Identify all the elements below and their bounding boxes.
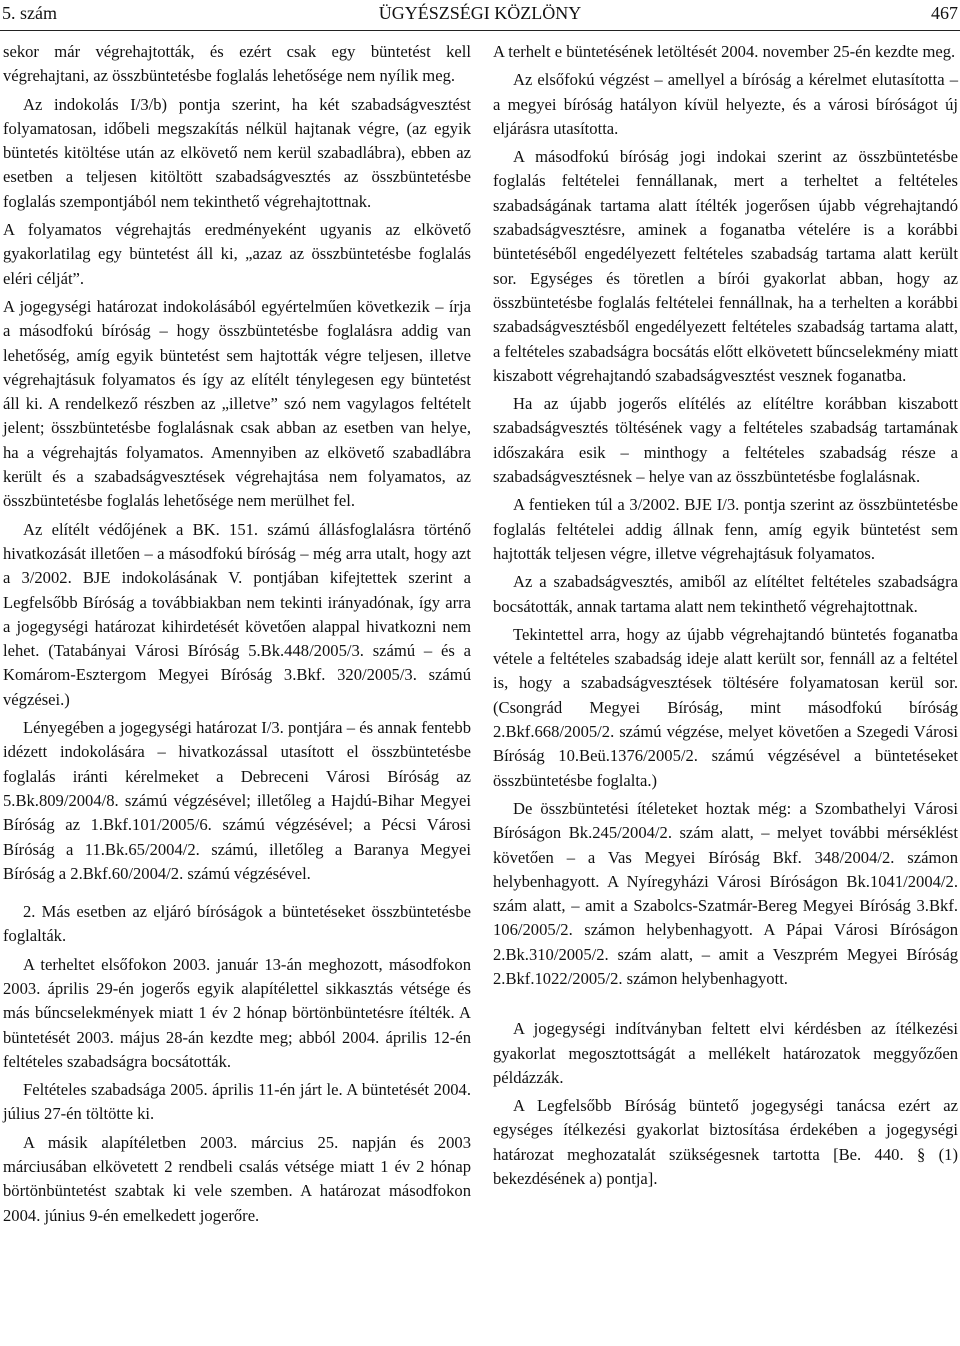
paragraph: A másik alapítéletben 2003. március 25. napján és 2003 márciusában elkövetett 2 rendbeli csalás vétsége miatt 1 év 2 hónap börtönbüntetést szabtak ki vele szemben. A határozat másodfokon 2004. június 9-én emelkedett jogerőre. <box>3 1132 471 1225</box>
paragraph: A terheltet elsőfokon 2003. január 13-án meghozott, másodfokon 2003. április 29-én jogerős egyik alapítélettel sikkasztás vétsége és más bűncselekmények miatt 1 év 2 hónap börtönbüntetésre ítélték. A büntetését 2003. május 28-án kezdte meg; abból 2004. április 12-én feltételes szabadságra bocsátották. <box>3 954 471 1071</box>
journal-title: ÜGYÉSZSÉGI KÖZLÖNY <box>378 3 582 23</box>
paragraph: A fentieken túl a 3/2002. BJE I/3. pontja szerint az összbüntetésbe foglalás feltételei addig állnak fenn, amíg egyik büntetést sem hajtották teljesen végre, illetve végrehajtásuk folyamatos. <box>493 495 958 563</box>
paragraph: A másodfokú bíróság jogi indokai szerint az összbüntetésbe foglalás feltételei fennállanak, mert a terheltet a feltételes szabadságának tartama alatt ítélték jogerősen újabb végrehajtandó szabadságvesztésre, aminek a foganatba vételére is a korábbi büntetéséből engedélyezett feltételes szabadság tartama alatt került sor. Egységes és töretlen a bírói gyakorlat abban, hogy az összbüntetésbe foglalás feltételei fennállnak, ha a terhelten a korábbi szabadságvesztésből engedélyezett feltételes szabadság tartama alatt, a feltételes szabadságra bocsátás előtt elkövetett bűncselekmény miatt kiszabott végrehajtandó szabadságvesztést vesznek foganatba. <box>493 147 958 385</box>
paragraph: 2. Más esetben az eljáró bíróságok a büntetéseket összbüntetésbe foglalták. <box>3 902 471 946</box>
paragraph: A Legfelsőbb Bíróság büntető jogegységi tanácsa ezért az egységes ítélkezési gyakorlat biztosítása érdekében a jogegységi határozat meghozatalát szükségesnek tartotta [Be. 440. § (1) bekezdésének a) pontja]. <box>493 1096 958 1189</box>
paragraph: Ha az újabb jogerős elítélés az elítéltre korábban kiszabott szabadságvesztés töltésének vagy a feltételes szabadság tartamának időszakára esik – minthogy a feltételes szabadság része a szabadságvesztésnek – helye van az összbüntetésbe foglalásnak. <box>493 394 958 487</box>
paragraph: A jogegységi indítványban feltett elvi kérdésben az ítélkezési gyakorlat megosztottságát a mellékelt határozatok meggyőzően példázzák. <box>493 1019 958 1087</box>
paragraph: sekor már végrehajtották, és ezért csak egy büntetést kell végrehajtani, az összbüntetésbe foglalás lehetősége nem nyílik meg. <box>3 42 471 86</box>
paragraph: Az elsőfokú végzést – amellyel a bíróság a kérelmet elutasította – a megyei bíróság hatályon kívül helyezte, és a városi bíróságot új eljárásra utasította. <box>493 70 958 138</box>
page-header <box>0 0 960 26</box>
right-column <box>493 40 958 1195</box>
paragraph: Tekintettel arra, hogy az újabb végrehajtandó büntetés foganatba vétele a feltételes szabadság ideje alatt került sor, fennáll az a feltétel is, hogy a szabadságvesztések töltésére folyamatosan kerül sor. (Csongrád Megyei Bíróság, mint másodfokú bíróság 2.Bkf.668/2005/2. számú végzése, melyet követően a Szegedi Városi Bíróság 10.Beü.1376/2005/2. számú végzésével a büntetéseket összbüntetésbe foglalta.) <box>493 624 958 790</box>
page-number: 467 <box>931 3 958 23</box>
paragraph: Feltételes szabadsága 2005. április 11-én járt le. A büntetését 2004. július 27-én töltötte ki. <box>3 1080 471 1124</box>
paragraph: A folyamatos végrehajtás eredményeként ugyanis az elkövető gyakorlatilag egy büntetést áll ki, „azaz az összbüntetésbe foglalás eléri célját”. <box>3 220 471 288</box>
paragraph: Az elítélt védőjének a BK. 151. számú állásfoglalásra történő hivatkozását illetően – a másodfokú bíróság – még arra utalt, hogy azt a 3/2002. BJE indokolásának V. pontjában kifejtettek szerint a Legfelsőbb Bíróság a továbbiakban nem tekinti irányadónak, így arra a jogegységi határozat kihirdetését követően alappal hivatkozni nem lehet. (Tatabányai Városi Bíróság 5.Bk.448/2005/3. számú – és a Komárom-Esztergom Megyei Bíróság 3.Bkf. 320/2005/3. számú végzései.) <box>3 519 471 709</box>
left-column <box>3 40 471 1232</box>
paragraph: A jogegységi határozat indokolásából egyértelműen következik – írja a másodfokú bíróság – hogy összbüntetésbe foglalásra addig van lehetőség, amíg egyik büntetést sem hajtották végre teljesen, illetve végrehajtásuk folyamatos és így az elítélt ténylegesen egy büntetést áll ki. A rendelkező részben az „illetve” szó nem vagylagos feltételt jelent; összbüntetésbe foglalásnak csak abban az esetben van helye, ha a végrehajtás folyamatos. Amennyiben az elkövető szabadlábra került és a szabadságvesztések végrehajtása nem folyamatos, az összbüntetésbe foglalás lehetősége nem merülhet fel. <box>3 296 471 511</box>
paragraph: Az a szabadságvesztés, amiből az elítéltet feltételes szabadságra bocsátották, annak tartama alatt nem tekinthető végrehajtottnak. <box>493 572 958 616</box>
paragraph: De összbüntetési ítéleteket hoztak még: a Szombathelyi Városi Bíróságon Bk.245/2004/2. szám alatt, – melyet további mérséklést követően – a Vas Megyei Bíróság Bkf. 348/2004/2. számon helybenhagyott. A Nyíregyházi Városi Bíróságon Bk.1041/2004/2. szám alatt, – amit a Szabolcs-Szatmár-Bereg Megyei Bíróság 3.Bkf. 106/2005/2. számon helybenhagyott. A Pápai Városi Bíróságon 2.Bk.310/2005/2. szám alatt, – amit a Veszprém Megyei Bíróság 2.Bkf.1022/2005/2. számon helybenhagyott. <box>493 798 958 988</box>
paragraph: A terhelt e büntetésének letöltését 2004. november 25-én kezdte meg. <box>493 42 956 61</box>
header-divider <box>0 30 960 31</box>
issue-number: 5. szám <box>2 3 57 23</box>
paragraph: Lényegében a jogegységi határozat I/3. pontjára – és annak fentebb idézett indokolására – hivatkozással utasított el összbüntetésbe foglalás iránti kérelmeket a Debreceni Városi Bíróság az 5.Bk.809/2004/8. számú végzésével; illetőleg a Hajdú-Bihar Megyei Bíróság az 1.Bkf.101/2005/6. számú végzésével; a Pécsi Városi Bíróság a 11.Bk.65/2004/2. számú, illetőleg a Baranya Megyei Bíróság a 2.Bkf.60/2004/2. számú végzésével. <box>3 718 471 883</box>
paragraph: Az indokolás I/3/b) pontja szerint, ha két szabadságvesztést folyamatosan, időbeli megszakítás nélkül hajtanak végre, (az egyik büntetés kitöltése után az elkövető nem kerül szabadlábra), ebben az esetben a teljesen kitöltött szabadságvesztés az összbüntetésbe foglalás szempontjából nem tekinthető végrehajtottnak. <box>3 94 471 211</box>
